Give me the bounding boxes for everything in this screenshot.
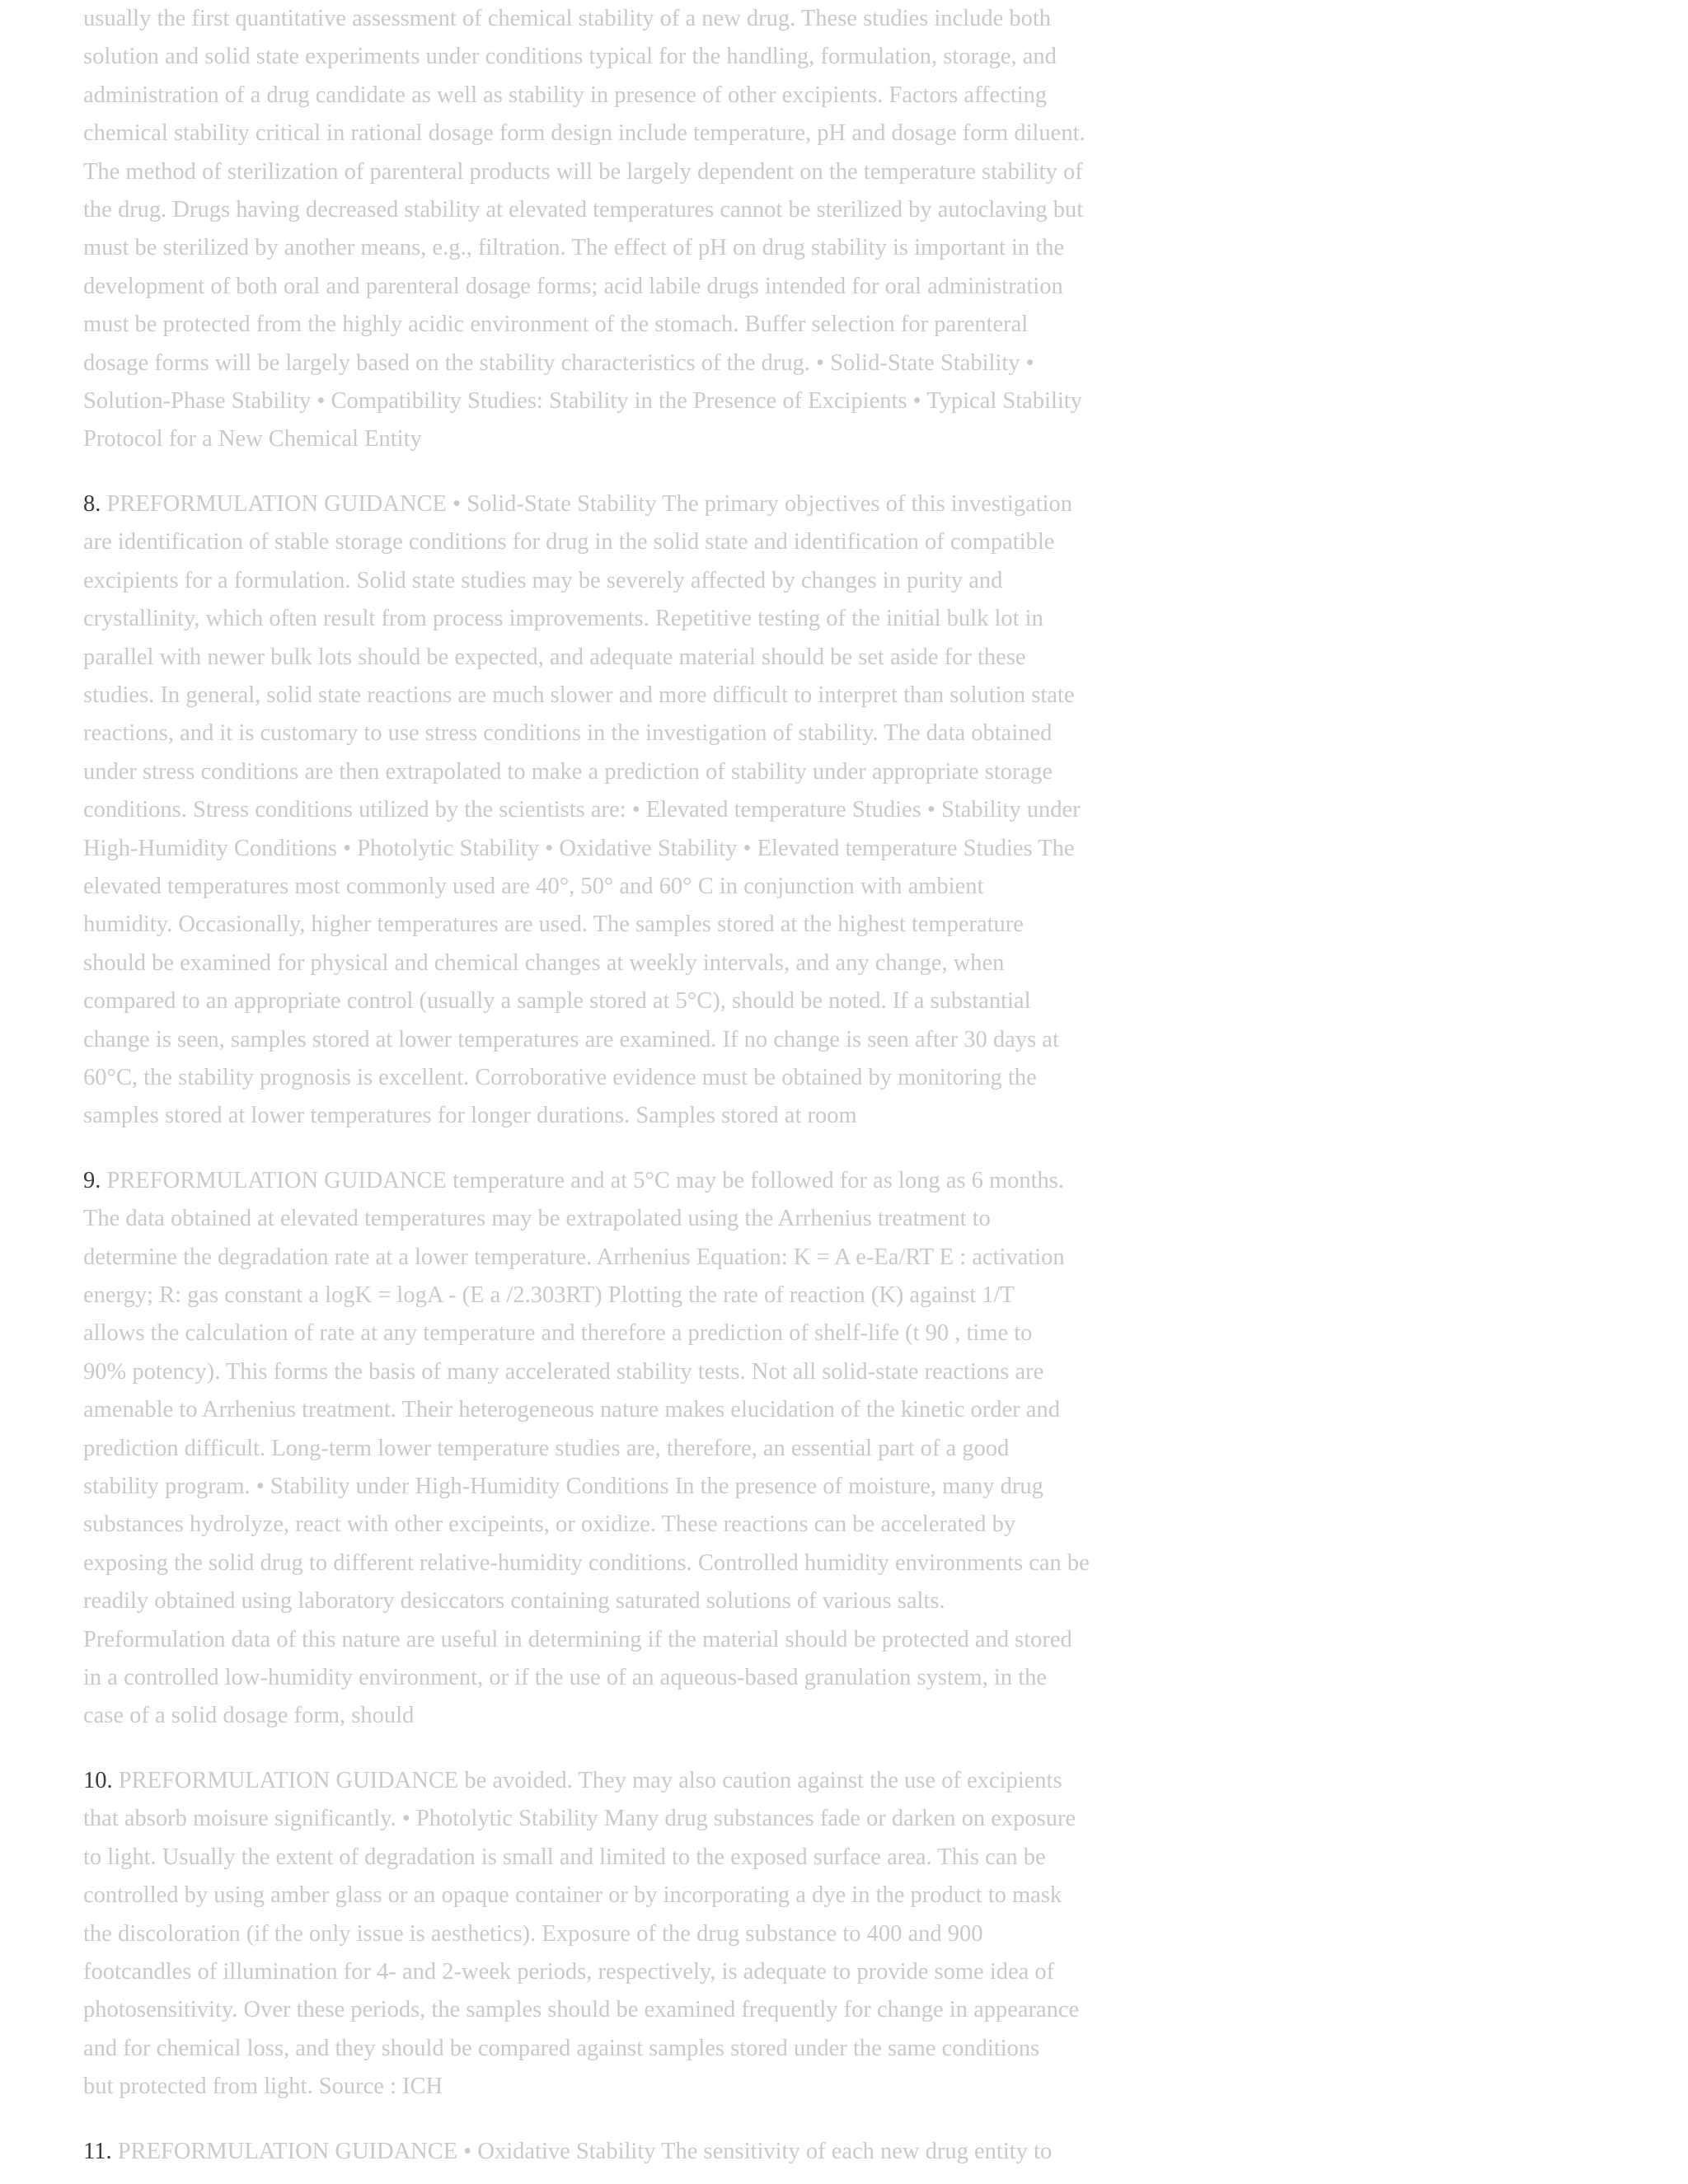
paragraph-text: PREFORMULATION GUIDANCE • Solid-State Stability The primary objectives of this investigation are identification of stable storage conditions for drug in the solid state and identification of compatible excipients for a formulation. Solid state studies may be severely affected by changes in purity and crystallinity, which often result from process improvements. Repetitive testing of the initial bulk lot in parallel with newer bulk lots should be expected, and adequate material should be set aside for these studies. In general, solid state reactions are much slower and more difficult to interpret than solution state reactions, and it is customary to use stress conditions in the investigation of stability. The data obtained under stress conditions are then extrapolated to make a prediction of stability under appropriate storage conditions. Stress conditions utilized by the scientists are: • Elevated temperature Studies • Stability under High-Humidity Conditions • Photolytic Stability • Oxidative Stability • Elevated temperature Studies The elevated temperatures most commonly used are 40°, 50° and 60° C in conjunction with ambient humidity. Occasionally, higher temperatures are used. The samples stored at the highest temperature should be examined for physical and chemical changes at weekly intervals, and any change, when compared to an appropriate control (usually a sample stored at 5°C), should be noted. If a substantial change is seen, samples stored at lower temperatures are examined. If no change is seen after 30 days at 60°C, the stability prognosis is excellent. Corroborative evidence must be obtained by monitoring the samples stored at lower temperatures for longer durations. Samples stored at room <box>83 490 1081 1129</box>
paragraph-9 <box>83 1162 1130 1736</box>
paragraph-text: PREFORMULATION GUIDANCE temperature and at 5°C may be followed for as long as 6 months. The data obtained at elevated temperatures may be extrapolated using the Arrhenius treatment to determine the degradation rate at a lower temperature. Arrhenius Equation: K = A e-Ea/RT E : activation energy; R: gas constant a logK = logA - (E a /2.303RT) Plotting the rate of reaction (K) against 1/T allows the calculation of rate at any temperature and therefore a prediction of shelf-life (t 90 , time to 90% potency). This forms the basis of many accelerated stability tests. Not all solid-state reactions are amenable to Arrhenius treatment. Their heterogeneous nature makes elucidation of the kinetic order and prediction difficult. Long-term lower temperature studies are, therefore, an essential part of a good stability program. • Stability under High-Humidity Conditions In the presence of moisture, many drug substances hydrolyze, react with other excipeints, or oxidize. These reactions can be accelerated by exposing the solid drug to different relative-humidity conditions. Controlled humidity environments can be readily obtained using laboratory desiccators containing saturated solutions of various salts. Preformulation data of this nature are useful in determining if the material should be protected and stored in a controlled low-humidity environment, or if the use of an aqueous-based granulation system, in the case of a solid dosage form, should <box>83 1167 1090 1729</box>
paragraph-8 <box>83 485 1130 1136</box>
paragraph-text: PREFORMULATION GUIDANCE be avoided. They may also caution against the use of excipients that absorb moisure significantly. • Photolytic Stability Many drug substances fade or darken on exposure to light. Usually the extent of degradation is small and limited to the exposed surface area. This can be controlled by using amber glass or an opaque container or by incorporating a dye in the product to mask the discoloration (if the only issue is aesthetics). Exposure of the drug substance to 400 and 900 footcandles of illumination for 4- and 2-week periods, respectively, is adequate to provide some idea of photosensitivity. Over these periods, the samples should be examined frequently for change in appearance and for chemical loss, and they should be compared against samples stored under the same conditions but protected from light. Source : ICH <box>83 1767 1080 2100</box>
paragraph-number: 9. <box>83 1167 101 1193</box>
paragraph-number: 11. <box>83 2138 112 2164</box>
paragraph-11 <box>83 2133 1130 2171</box>
paragraph-10 <box>83 1762 1130 2107</box>
paragraph-number: 8. <box>83 490 101 517</box>
paragraph-number: 10. <box>83 1767 113 1793</box>
paragraph-text: PREFORMULATION GUIDANCE • Oxidative Stability The sensitivity of each new drug entity to <box>111 2138 1053 2164</box>
paragraph-text: usually the first quantitative assessment of chemical stability of a new drug. These studies include both solution and solid state experiments under conditions typical for the handling, formulation, storage, and administration of a drug candidate as well as stability in presence of other excipients. Factors affecting chemical stability critical in rational dosage form design include temperature, pH and dosage form diluent. The method of sterilization of parenteral products will be largely dependent on the temperature stability of the drug. Drugs having decreased stability at elevated temperatures cannot be sterilized by autoclaving but must be sterilized by another means, e.g., filtration. The effect of pH on drug stability is important in the development of both oral and parenteral dosage forms; acid labile drugs intended for oral administration must be protected from the highly acidic environment of the stomach. Buffer selection for parenteral dosage forms will be largely based on the stability characteristics of the drug. • Solid-State Stability • Solution-Phase Stability • Compatibility Studies: Stability in the Presence of Excipients • Typical Stability Protocol for a New Chemical Entity <box>83 6 1085 452</box>
document-body <box>83 0 1130 2171</box>
paragraph-continued <box>83 0 1130 459</box>
